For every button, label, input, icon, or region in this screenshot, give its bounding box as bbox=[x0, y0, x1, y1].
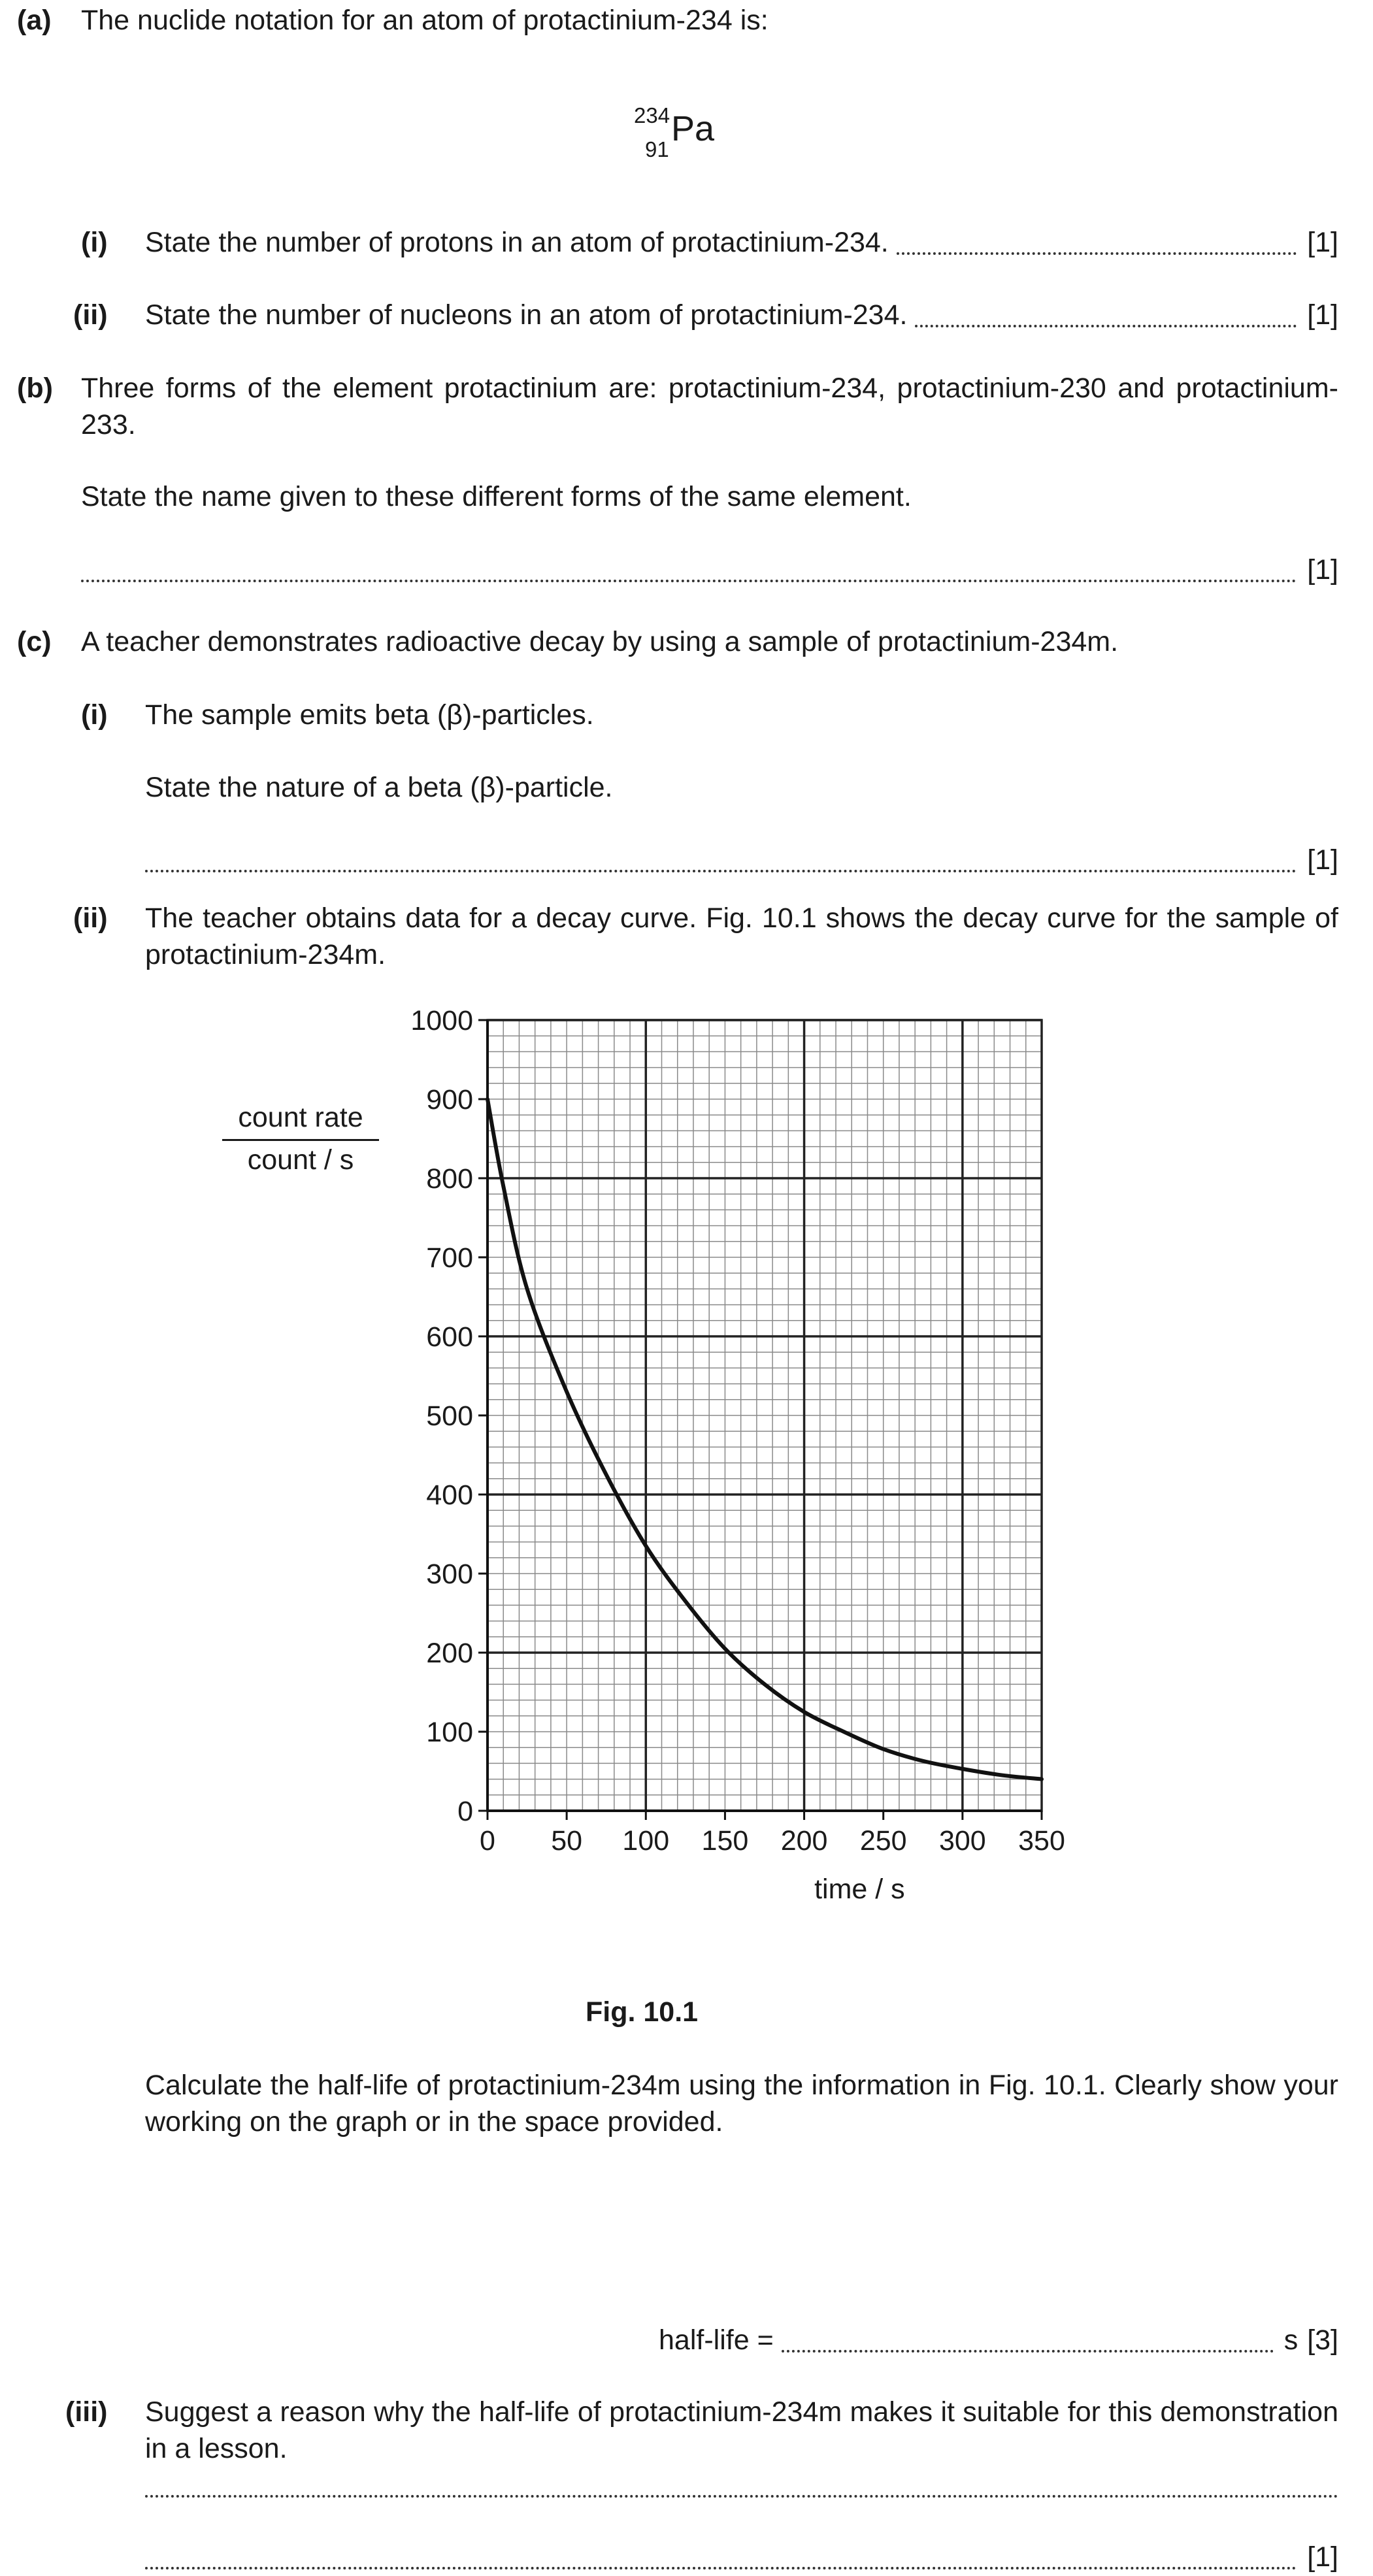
x-tick-label: 250 bbox=[859, 1825, 907, 1857]
y-tick-label: 900 bbox=[426, 1084, 473, 1115]
part-c-ii-label: (ii) bbox=[73, 902, 108, 934]
y-tick-labels bbox=[410, 1005, 473, 1827]
answer-line[interactable] bbox=[145, 870, 1297, 872]
part-c-i-question: State the nature of a beta (β)-particle. bbox=[145, 772, 613, 803]
part-c-iii-answer-row-1 bbox=[145, 2495, 1338, 2504]
part-c-i-label: (i) bbox=[81, 699, 108, 731]
part-c-iii-label: (iii) bbox=[65, 2396, 108, 2428]
x-tick-label: 50 bbox=[551, 1825, 583, 1857]
y-tick-label: 600 bbox=[426, 1321, 473, 1353]
part-c-iii-text: Suggest a reason why the half-life of protactinium-234m makes it suitable for this demonstration in a lesson. bbox=[145, 2396, 1338, 2464]
part-c-label: (c) bbox=[17, 626, 52, 657]
part-a-text: The nuclide notation for an atom of protactinium-234 is: bbox=[81, 5, 769, 36]
answer-line[interactable] bbox=[81, 580, 1297, 582]
mark-allocation: [3] bbox=[1307, 2324, 1338, 2356]
nuclide-notation bbox=[634, 105, 765, 170]
y-axis-label-denominator: count / s bbox=[222, 1139, 379, 1179]
atomic-number: 91 bbox=[645, 137, 669, 161]
x-axis-label: time / s bbox=[814, 1874, 905, 1905]
mass-number: 234 bbox=[634, 103, 670, 127]
part-a-i-question: State the number of protons in an atom of protactinium-234. bbox=[145, 227, 889, 258]
answer-line[interactable] bbox=[145, 2495, 1338, 2498]
part-a-ii-question: State the number of nucleons in an atom of protactinium-234. bbox=[145, 299, 908, 331]
part-c-text: A teacher demonstrates radioactive decay by using a sample of protactinium-234m. bbox=[81, 626, 1119, 657]
part-b-text: Three forms of the element protactinium are: protactinium-234, protactinium-230 and protactinium-233. bbox=[81, 372, 1338, 440]
y-axis-label-numerator: count rate bbox=[238, 1102, 363, 1133]
x-tick-labels bbox=[480, 1825, 1065, 1857]
y-tick-label: 0 bbox=[457, 1796, 473, 1827]
grid-minor-lines bbox=[488, 1020, 1042, 1811]
y-tick-label: 1000 bbox=[410, 1005, 473, 1036]
half-life-unit: s bbox=[1283, 2324, 1299, 2356]
decay-curve-chart[interactable] bbox=[0, 980, 1373, 1928]
x-tick-label: 300 bbox=[938, 1825, 986, 1857]
part-c-i-text: The sample emits beta (β)-particles. bbox=[145, 699, 594, 731]
x-tick-label: 0 bbox=[480, 1825, 495, 1857]
answer-line[interactable] bbox=[145, 2567, 1297, 2569]
x-tick-label: 100 bbox=[622, 1825, 670, 1857]
answer-line[interactable] bbox=[897, 252, 1297, 255]
answer-line[interactable] bbox=[915, 325, 1297, 327]
x-tick-label: 150 bbox=[701, 1825, 749, 1857]
y-tick-label: 300 bbox=[426, 1559, 473, 1590]
part-a-i-label: (i) bbox=[81, 227, 108, 258]
part-c-i-answer-row bbox=[145, 842, 1338, 879]
y-tick-label: 700 bbox=[426, 1242, 473, 1274]
figure-caption: Fig. 10.1 bbox=[586, 1996, 699, 2028]
x-tick-label: 350 bbox=[1018, 1825, 1065, 1857]
mark-allocation: [1] bbox=[1307, 844, 1338, 876]
decay-curve-line bbox=[488, 1099, 1042, 1779]
part-c-ii-text: The teacher obtains data for a decay curve. Fig. 10.1 shows the decay curve for the sample of protactinium-234m. bbox=[145, 902, 1338, 970]
part-b-label: (b) bbox=[17, 372, 53, 404]
part-a-i-row bbox=[145, 225, 1338, 261]
part-a-ii-label: (ii) bbox=[73, 299, 108, 331]
y-tick-label: 400 bbox=[426, 1479, 473, 1511]
part-a-label: (a) bbox=[17, 5, 52, 36]
element-symbol: Pa bbox=[671, 109, 715, 148]
part-b-question: State the name given to these different forms of the same element. bbox=[81, 481, 912, 512]
half-life-label: half-life = bbox=[659, 2324, 774, 2356]
y-tick-label: 500 bbox=[426, 1400, 473, 1432]
mark-allocation: [1] bbox=[1307, 2541, 1338, 2573]
part-c-ii-question: Calculate the half-life of protactinium-234m using the information in Fig. 10.1. Clearly show your working on the graph or in the space provided. bbox=[145, 2070, 1338, 2138]
x-tick-label: 200 bbox=[780, 1825, 828, 1857]
y-tick-label: 800 bbox=[426, 1163, 473, 1195]
mark-allocation: [1] bbox=[1307, 554, 1338, 586]
part-c-iii-answer-row-2 bbox=[145, 2539, 1338, 2576]
y-tick-label: 200 bbox=[426, 1638, 473, 1669]
mark-allocation: [1] bbox=[1307, 299, 1338, 331]
part-b-answer-row bbox=[81, 552, 1338, 589]
mark-allocation: [1] bbox=[1307, 227, 1338, 258]
half-life-answer-row bbox=[659, 2322, 1338, 2359]
part-a-ii-row bbox=[145, 297, 1338, 334]
half-life-answer-line[interactable] bbox=[782, 2350, 1274, 2353]
y-tick-label: 100 bbox=[426, 1717, 473, 1748]
